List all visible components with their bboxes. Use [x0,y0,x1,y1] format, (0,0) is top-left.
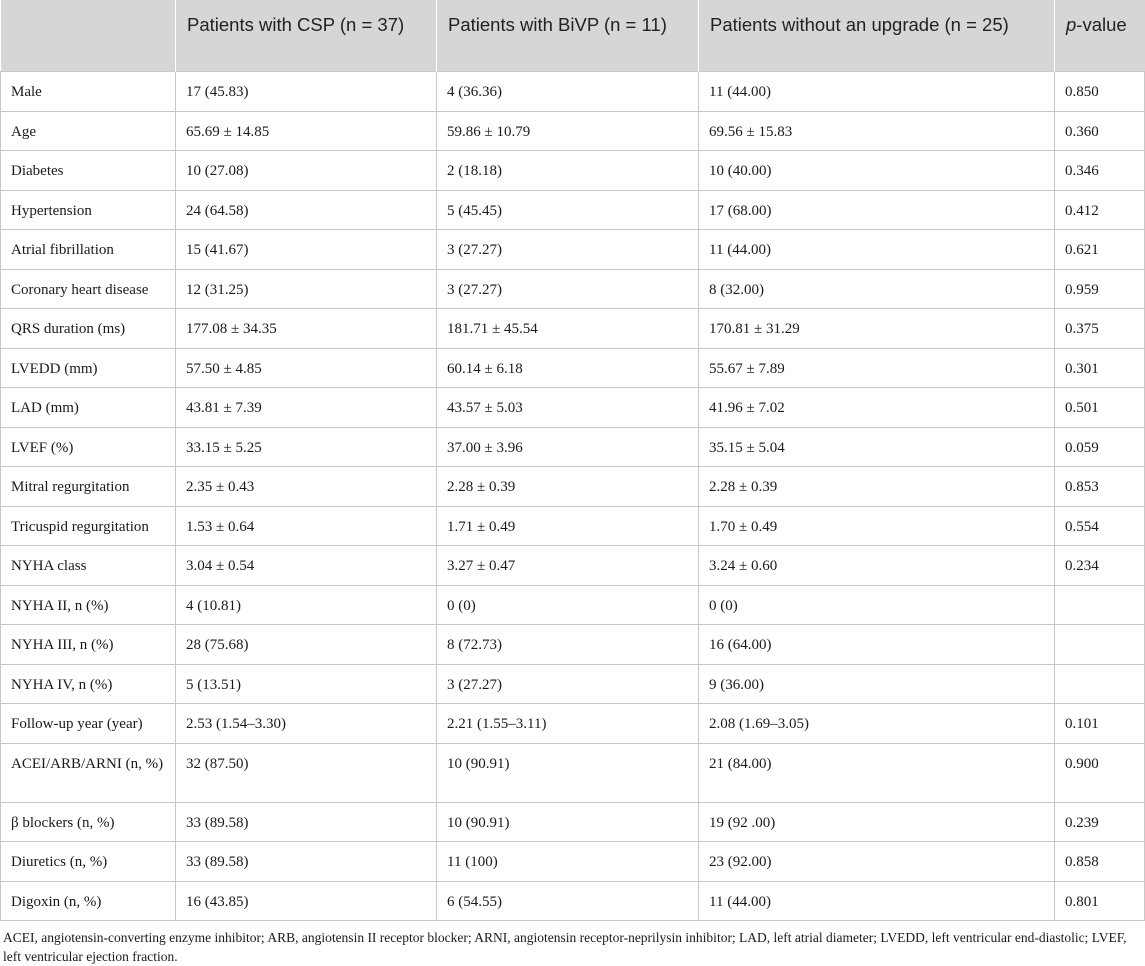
header-cell-bivp: Patients with BiVP (n = 11) [437,0,699,72]
cell-csp: 33 (89.58) [176,842,437,882]
p-italic: p [1066,14,1077,35]
table-row [1,467,1145,507]
cell-p-value: 0.059 [1055,427,1145,467]
cell-csp: 3.04 ± 0.54 [176,546,437,586]
cell-no-upgrade: 0 (0) [699,585,1055,625]
cell-bivp: 5 (45.45) [437,190,699,230]
cell-csp: 2.53 (1.54–3.30) [176,704,437,744]
cell-no-upgrade: 16 (64.00) [699,625,1055,665]
cell-variable: Hypertension [1,190,176,230]
cell-bivp: 60.14 ± 6.18 [437,348,699,388]
cell-p-value: 0.239 [1055,802,1145,842]
cell-variable: Age [1,111,176,151]
cell-variable: LVEDD (mm) [1,348,176,388]
cell-no-upgrade: 41.96 ± 7.02 [699,388,1055,428]
cell-variable: Tricuspid regurgitation [1,506,176,546]
cell-no-upgrade: 10 (40.00) [699,151,1055,191]
cell-no-upgrade: 8 (32.00) [699,269,1055,309]
cell-variable: Diuretics (n, %) [1,842,176,882]
table-footnote: ACEI, angiotensin-converting enzyme inhibitor; ARB, angiotensin II receptor blocker; ARNI, angiotensin receptor-neprilysin inhibitor; LAD, left atrial diameter; LVEDD, left ventricular end-diastolic; LVEF, left ventricular ejection fraction. [3,930,1127,964]
cell-csp: 17 (45.83) [176,72,437,112]
cell-no-upgrade: 11 (44.00) [699,881,1055,921]
cell-p-value: 0.301 [1055,348,1145,388]
cell-variable: LVEF (%) [1,427,176,467]
cell-csp: 12 (31.25) [176,269,437,309]
header-cell-csp: Patients with CSP (n = 37) [176,0,437,72]
cell-csp: 33 (89.58) [176,802,437,842]
cell-no-upgrade: 55.67 ± 7.89 [699,348,1055,388]
table-row [1,506,1145,546]
cell-variable: Diabetes [1,151,176,191]
cell-p-value [1055,625,1145,665]
table-row [1,704,1145,744]
table-row [1,309,1145,349]
table-row [1,881,1145,921]
table-row [1,388,1145,428]
cell-p-value: 0.959 [1055,269,1145,309]
cell-bivp: 2.21 (1.55–3.11) [437,704,699,744]
cell-variable: NYHA class [1,546,176,586]
cell-bivp: 2 (18.18) [437,151,699,191]
cell-variable: β blockers (n, %) [1,802,176,842]
table-row [1,111,1145,151]
cell-variable: Digoxin (n, %) [1,881,176,921]
cell-no-upgrade: 23 (92.00) [699,842,1055,882]
cell-p-value: 0.346 [1055,151,1145,191]
cell-bivp: 59.86 ± 10.79 [437,111,699,151]
cell-p-value: 0.101 [1055,704,1145,744]
table-row [1,585,1145,625]
cell-no-upgrade: 11 (44.00) [699,72,1055,112]
cell-p-value: 0.900 [1055,743,1145,802]
cell-bivp: 43.57 ± 5.03 [437,388,699,428]
cell-p-value [1055,664,1145,704]
cell-p-value: 0.858 [1055,842,1145,882]
cell-no-upgrade: 170.81 ± 31.29 [699,309,1055,349]
cell-no-upgrade: 21 (84.00) [699,743,1055,802]
cell-bivp: 3 (27.27) [437,269,699,309]
cell-p-value: 0.501 [1055,388,1145,428]
cell-variable: Male [1,72,176,112]
cell-p-value: 0.853 [1055,467,1145,507]
table-row [1,269,1145,309]
cell-csp: 5 (13.51) [176,664,437,704]
cell-bivp: 11 (100) [437,842,699,882]
cell-no-upgrade: 11 (44.00) [699,230,1055,270]
cell-no-upgrade: 17 (68.00) [699,190,1055,230]
header-cell-variable [1,0,176,72]
cell-csp: 32 (87.50) [176,743,437,802]
cell-no-upgrade: 1.70 ± 0.49 [699,506,1055,546]
cell-csp: 16 (43.85) [176,881,437,921]
cell-variable: NYHA II, n (%) [1,585,176,625]
cell-csp: 24 (64.58) [176,190,437,230]
cell-bivp: 3.27 ± 0.47 [437,546,699,586]
table-row [1,743,1145,802]
cell-variable: ACEI/ARB/ARNI (n, %) [1,743,176,802]
table-row [1,546,1145,586]
cell-csp: 43.81 ± 7.39 [176,388,437,428]
cell-csp: 4 (10.81) [176,585,437,625]
cell-bivp: 181.71 ± 45.54 [437,309,699,349]
cell-p-value: 0.554 [1055,506,1145,546]
cell-csp: 1.53 ± 0.64 [176,506,437,546]
header-cell-p-value [1055,0,1145,72]
cell-no-upgrade: 9 (36.00) [699,664,1055,704]
cell-no-upgrade: 2.28 ± 0.39 [699,467,1055,507]
p-suffix: -value [1076,14,1127,35]
cell-p-value: 0.412 [1055,190,1145,230]
cell-bivp: 1.71 ± 0.49 [437,506,699,546]
cell-no-upgrade: 35.15 ± 5.04 [699,427,1055,467]
cell-bivp: 37.00 ± 3.96 [437,427,699,467]
table-row [1,230,1145,270]
cell-bivp: 10 (90.91) [437,743,699,802]
table-row [1,802,1145,842]
cell-csp: 65.69 ± 14.85 [176,111,437,151]
cell-variable: QRS duration (ms) [1,309,176,349]
cell-p-value [1055,585,1145,625]
cell-variable: NYHA III, n (%) [1,625,176,665]
cell-csp: 15 (41.67) [176,230,437,270]
cell-bivp: 6 (54.55) [437,881,699,921]
cell-p-value: 0.621 [1055,230,1145,270]
table-row [1,190,1145,230]
table-row [1,842,1145,882]
cell-no-upgrade: 2.08 (1.69–3.05) [699,704,1055,744]
table-row [1,664,1145,704]
cell-no-upgrade: 3.24 ± 0.60 [699,546,1055,586]
cell-csp: 28 (75.68) [176,625,437,665]
table-header [1,0,1145,72]
cell-csp: 177.08 ± 34.35 [176,309,437,349]
cell-bivp: 3 (27.27) [437,230,699,270]
cell-p-value: 0.375 [1055,309,1145,349]
cell-p-value: 0.801 [1055,881,1145,921]
cell-csp: 57.50 ± 4.85 [176,348,437,388]
cell-variable: Follow-up year (year) [1,704,176,744]
header-row [1,0,1145,72]
cell-variable: LAD (mm) [1,388,176,428]
cell-variable: NYHA IV, n (%) [1,664,176,704]
cell-bivp: 4 (36.36) [437,72,699,112]
cell-variable: Atrial fibrillation [1,230,176,270]
cell-p-value: 0.360 [1055,111,1145,151]
cell-csp: 2.35 ± 0.43 [176,467,437,507]
cell-variable: Mitral regurgitation [1,467,176,507]
cell-bivp: 8 (72.73) [437,625,699,665]
cell-csp: 10 (27.08) [176,151,437,191]
cell-bivp: 2.28 ± 0.39 [437,467,699,507]
table-row [1,348,1145,388]
cell-variable: Coronary heart disease [1,269,176,309]
table-row [1,151,1145,191]
table-row [1,72,1145,112]
cell-bivp: 0 (0) [437,585,699,625]
header-cell-no-upgrade: Patients without an upgrade (n = 25) [699,0,1055,72]
cell-bivp: 3 (27.27) [437,664,699,704]
cell-csp: 33.15 ± 5.25 [176,427,437,467]
cell-no-upgrade: 69.56 ± 15.83 [699,111,1055,151]
table-body [1,72,1145,921]
cell-p-value: 0.234 [1055,546,1145,586]
cell-no-upgrade: 19 (92 .00) [699,802,1055,842]
cell-bivp: 10 (90.91) [437,802,699,842]
table-row [1,625,1145,665]
cell-p-value: 0.850 [1055,72,1145,112]
table-row [1,427,1145,467]
